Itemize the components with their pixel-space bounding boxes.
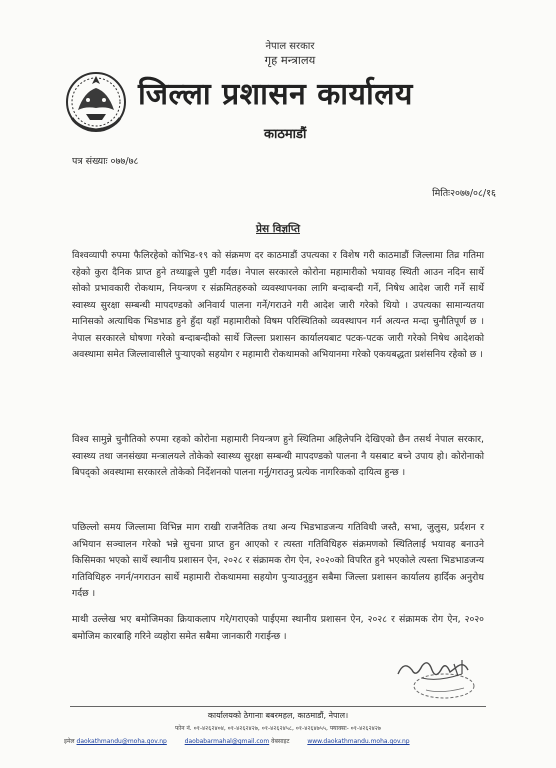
footer-divider (70, 706, 486, 707)
body-paragraph-3: पछिल्लो समय जिल्लामा विभिन्न माग राखी राजनैतिक तथा अन्य भिडभाडजन्य गतिविधी जस्तै, सभा, जुलुस, प्रर्दशन र अभियान सञ्चालन गरेको भन्ने सुचना प्राप्त हुन आएको र त्यस्ता गतिविधिहरु संक्रमणको स्थितिलाई भयावह बनाउने किसिमका भएको सार्थे स्थानीय प्रशासन ऐन, २०२८ र संक्रामक रोग ऐन, २०२०को विपरित हुने भएकोले त्यस्ता भिडभाडजन्य गतिविधिहरु नगर्न/नगराउन सार्थे महामारी रोकथाममा सहयोग पुऱ्याउनुहुन सबैमा जिल्ला प्रशासन कार्यालय हार्दिक अनुरोध गर्दछ । (72, 522, 484, 599)
website-label: वेबसाइट (271, 738, 290, 745)
footer-phones: फोन नं. ०१-४२६२४०४, ०१-४२६२४२७, ०१-४२६२४५८, ०१-४२६४७५५, फ्याक्सः- ०१-४२६२४२७ (175, 725, 381, 732)
office-name: जिल्ला प्रशासन कार्यालय (138, 77, 413, 112)
ministry-name: गृह मन्त्रालय (264, 53, 316, 67)
nepal-emblem-icon (64, 70, 128, 134)
press-release-title: प्रेस विज्ञप्ति (256, 223, 300, 235)
government-name: नेपाल सरकार (265, 41, 315, 52)
city-name: काठमाडौं (264, 127, 307, 142)
email-link-1[interactable]: daokathmandu@moha.gov.np (76, 738, 167, 745)
email-link-2[interactable]: daobabarmahal@gmail.com (184, 738, 270, 745)
reference-number: पत्र संख्याः ०७७/७८ (72, 156, 139, 167)
footer-contacts (64, 737, 504, 745)
handwritten-signature (392, 652, 482, 707)
body-paragraph-1: विश्वव्यापी रुपमा फैलिरहेको कोभिड-१९ को संक्रमण दर काठमाडौं उपत्यका र विशेष गरी काठमाडौं जिल्लामा तिव्र गतिमा रहेको कुरा दैनिक प्राप्त हुने तथ्याङ्कले पुष्टी गर्दछ। नेपाल सरकारले कोरोना महामारीको भयावह स्थिती आउन नदिन सार्थे सोको प्रभावकारी रोकथाम, नियन्त्रण र संक्रमितहरुको व्यवस्थापनका लागि बन्दाबन्दी गर्ने, निषेध आदेश जारी गर्ने सार्थे स्वास्थ्य सुरक्षा सम्बन्धी मापदण्डको अनिवार्य पालना गर्ने/गराउने गरी आदेश जारी गरेको थियो । उपत्यका सामान्यतया मानिसको अत्याधिक भिडभाड हुने हुँदा यहाँ महामारीको विषम परिस्थितिको व्यवस्थापन गर्न अत्यन्त मन्दा चुनौतिपूर्ण छ । नेपाल सरकारले घोषणा गरेको बन्दाबन्दीको सार्थे जिल्ला प्रशासन कार्यालयबाट पटक-पटक जारी गरेको निषेध आदेशको अवस्थामा समेत जिल्लावासीले पुर्‍याएको सहयोग र महामारी रोकथामको अभियानमा गरेको एकयबद्धता प्रशंसनिय रहेको छ । (72, 250, 484, 360)
footer-address: कार्यालयको ठेगानाः बबरमहल, काठमाडौं, नेपाल। (207, 711, 349, 720)
body-paragraph-2: विश्व सामुन्ने चुनौतिको रुपमा रहको कोरोना महामारी नियन्त्रण हुने स्थितिमा अहिलेपनि देखिएको छैन तसर्थ नेपाल सरकार, स्वास्थ्य तथा जनसंख्या मन्त्रालयले तोकेको स्वास्थ्य सुरक्षा सम्बन्धी मापदण्डको पालना नै यसबाट बच्ने उपाय हो। कोरोनाको बिपद्को अवस्थामा सरकारले तोकेको निर्देशनको पालना गर्नु/गराउनु प्रत्येक नागरिकको दायित्व हुन्छ । (72, 434, 484, 478)
letter-date: मितिः२०७७/०८/१६ (432, 188, 496, 199)
body-paragraph-4: माथी उल्लेख भए बमोजिमका क्रियाकलाप गरे/गराएको पाईएमा स्थानीय प्रशासन ऐन, २०२८ र संक्रामक रोग ऐन, २०२० बमोजिम कारबाहि गरिने व्यहोरा समेत सबैमा जानकारी गराईन्छ । (72, 614, 484, 642)
email-label: इमेल (64, 738, 75, 745)
website-link[interactable]: www.daokathmandu.moha.gov.np (307, 738, 410, 745)
